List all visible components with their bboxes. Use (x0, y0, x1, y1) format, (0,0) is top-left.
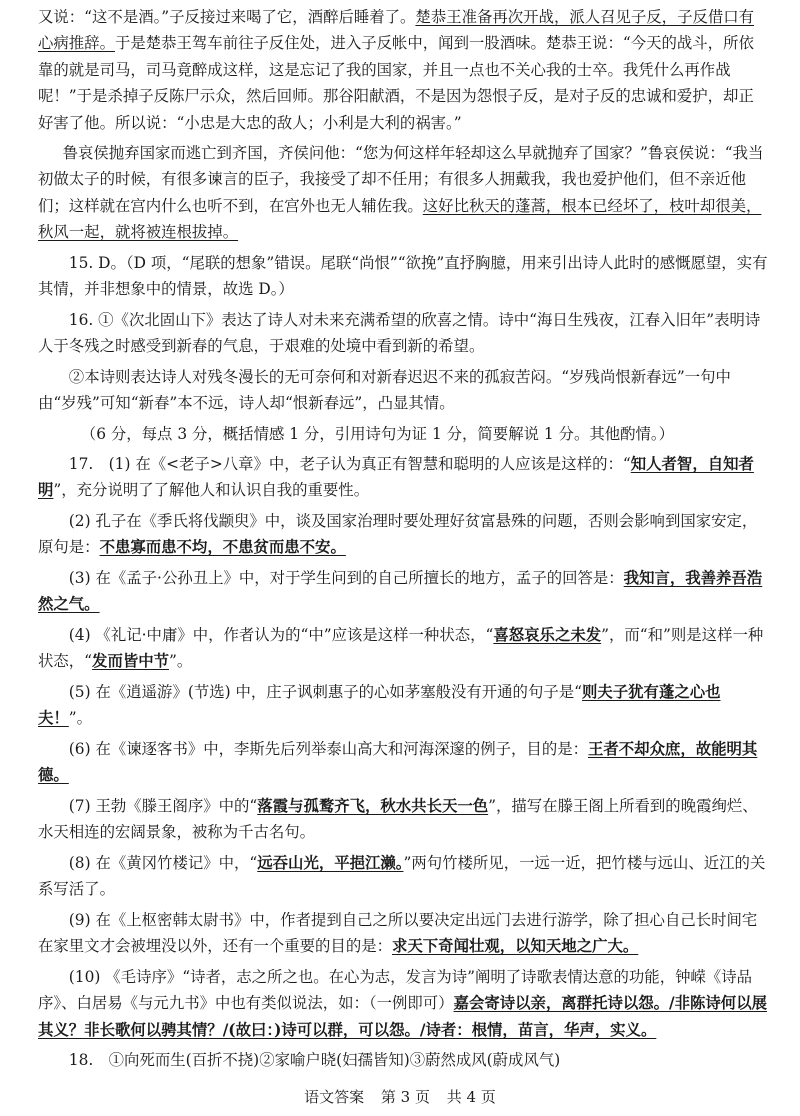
answer-17-item-6 (38, 736, 768, 789)
item-answer: 嘉会寄诗以亲，离群托诗以怨。/非陈诗何以展其义？非长歌何以骋其情？/(故曰：)诗可以群，可以怨。/诗者：根情，苗言，华声，实义。 (38, 994, 767, 1039)
item-answer: 则夫子犹有蓬之心也夫！ (38, 683, 721, 728)
item-answer: 不患寡而患不均，不患贫而患不安。 (99, 538, 346, 557)
item-text: (5) 在《逍遥游》(节选) 中，庄子讽刺惠子的心如茅塞般没有开通的句子是“ (68, 683, 582, 701)
item-text: 17. (1) 在《<老子>八章》中，老子认为真正有智慧和聪明的人应该是这样的：“ (68, 455, 631, 473)
answer-17-item-10 (38, 964, 768, 1043)
translation-underlined: 这好比秋天的蓬蒿，根本已经坏了，枝叶却很美，秋风一起，就将被连根拔掉。 (38, 196, 762, 242)
item-answer: 知人者智，自知者明 (38, 455, 754, 500)
answer-15-text: 15. D。（D 项，“尾联的想象”错误。尾联“尚恨”“欲挽”直抒胸臆，用来引出诗人此时的感慨愿望，实有其情，并非想象中的情景，故选 D。） (38, 254, 768, 299)
item-answer: 我知言，我善养吾浩然之气。 (38, 569, 763, 614)
answer-17-item-2 (38, 508, 768, 561)
item-answer: 求天下奇闻壮观，以知天地之广大。 (392, 937, 639, 956)
item-text: (8) 在《黄冈竹楼记》中，“ (68, 854, 258, 872)
item-text: ”。 (169, 652, 193, 671)
item-text: (9) 在《上枢密韩太尉书》中，作者提到自己之所以要决定出远门去进行游学，除了担心自己长时间宅在家里文才会被埋没以外，还有一个重要的目的是： (38, 911, 758, 956)
translation-underlined: 楚恭王准备再次开战，派人召见子反，子反借口有心病推辞。 (38, 8, 755, 53)
item-text: (3) 在《孟子·公孙丑上》中，对于学生问到的自己所擅长的地方，孟子的回答是： (68, 569, 624, 587)
item-text: (6) 在《谏逐客书》中，李斯先后列举泰山高大和河海深邃的例子，目的是： (68, 740, 588, 758)
item-text: (2) 孔子在《季氏将伐颛臾》中，谈及国家治理时要处理好贫富悬殊的问题，否则会影响到国家安定，原句是： (38, 512, 758, 557)
answer-16-text: ②本诗则表达诗人对残冬漫长的无可奈何和对新春迟迟不来的孤寂苦闷。“岁残尚恨新春远”一句中由“岁残”可知“新春”本不远，诗人却“恨新春远”，凸显其情。 (38, 368, 731, 413)
translation-paragraph-2 (38, 140, 768, 246)
item-text: ”，描写在滕王阁上所看到的晚霞绚烂、水天相连的宏阔景象，被称为千古名句。 (38, 797, 758, 842)
item-answer: 王者不却众庶，故能明其德。 (38, 740, 758, 785)
footer-subject: 语文答案 (304, 1088, 365, 1106)
translation-text: 于是楚恭王驾车前往子反住处，进入子反帐中，闻到一股酒味。楚恭王说：“今天的战斗，所依靠的就是司马，司马竟醉成这样，这是忘记了我的国家，并且一点也不关心我的士卒。我凭什么再作战呢！”于是杀掉子反陈尸示众，然后回师。那谷阳献酒，不是因为怨恨子反，是对子反的忠诚和爱护，却正好害了他。所以说：“小忠是大忠的敌人；小利是大利的祸害。” (38, 34, 754, 132)
item-text: ”两句竹楼所见，一远一近，把竹楼与远山、近江的关系写活了。 (38, 854, 766, 899)
item-text: ”。 (68, 709, 93, 728)
answer-17-item-8 (38, 850, 768, 903)
answer-17-item-7 (38, 793, 768, 846)
footer-total-pages: 共 4 页 (446, 1088, 496, 1106)
translation-text: 又说：“这不是酒。”子反接过来喝了它，酒醉后睡着了。 (38, 8, 416, 26)
item-text: (10) 《毛诗序》“诗者，志之所之也。在心为志，发言为诗”阐明了诗歌表情达意的功能，钟嵘《诗品序》、白居易《与元九书》中也有类似说法，如：（一例即可） (38, 968, 753, 1013)
answer-17-item-1 (38, 451, 768, 504)
answer-16-scoring (50, 421, 780, 447)
item-text: ”，而“和”则是这样一种状态，“ (38, 626, 764, 671)
answer-17-item-9 (38, 907, 768, 960)
answer-17-item-5 (38, 679, 768, 732)
answer-16-point-2 (38, 364, 768, 417)
item-answer: 发而皆中节 (92, 652, 170, 671)
footer-page-number: 第 3 页 (380, 1088, 430, 1106)
answer-16-point-1 (38, 307, 768, 360)
translation-paragraph-1 (38, 4, 768, 136)
answer-16-text: 16. ①《次北固山下》表达了诗人对未来充满希望的欣喜之情。诗中“海日生残夜，江春入旧年”表明诗人于冬残之时感受到新春的气息，于艰难的处境中看到新的希望。 (38, 311, 761, 356)
item-text: ”，充分说明了了解他人和认识自我的重要性。 (53, 481, 370, 500)
translation-text: 鲁哀侯抛弃国家而逃亡到齐国，齐侯问他：“您为何这样年轻却这么早就抛弃了国家？”鲁哀侯说：“我当初做太子的时候，有很多谏言的臣子，我接受了却不任用；有很多人拥戴我，我也爱护他们，但不亲近他们；这样就在宫内什么也听不到，在宫外也无人辅佐我。 (38, 144, 764, 215)
item-answer: 喜怒哀乐之未发 (493, 626, 602, 644)
page-footer (0, 1086, 800, 1108)
answer-16-scoring-text: （6 分，每点 3 分，概括情感 1 分，引用诗句为证 1 分，简要解说 1 分。其他酌情。） (80, 425, 674, 443)
item-answer: 落霞与孤鹜齐飞，秋水共长天一色 (257, 797, 489, 815)
answer-17-item-3 (38, 565, 768, 618)
answer-18-text: 18. ①向死而生(百折不挠)②家喻户晓(妇孺皆知)③蔚然成风(蔚成风气) (68, 1051, 561, 1069)
item-text: (4) 《礼记·中庸》中，作者认为的“中”应该是这样一种状态，“ (68, 626, 494, 644)
answer-15 (38, 250, 768, 303)
item-text: (7) 王勃《滕王阁序》中的“ (68, 797, 258, 815)
answer-18 (38, 1047, 768, 1073)
item-answer: 远吞山光，平挹江濑。 (257, 854, 404, 872)
answer-17-item-4 (38, 622, 768, 675)
